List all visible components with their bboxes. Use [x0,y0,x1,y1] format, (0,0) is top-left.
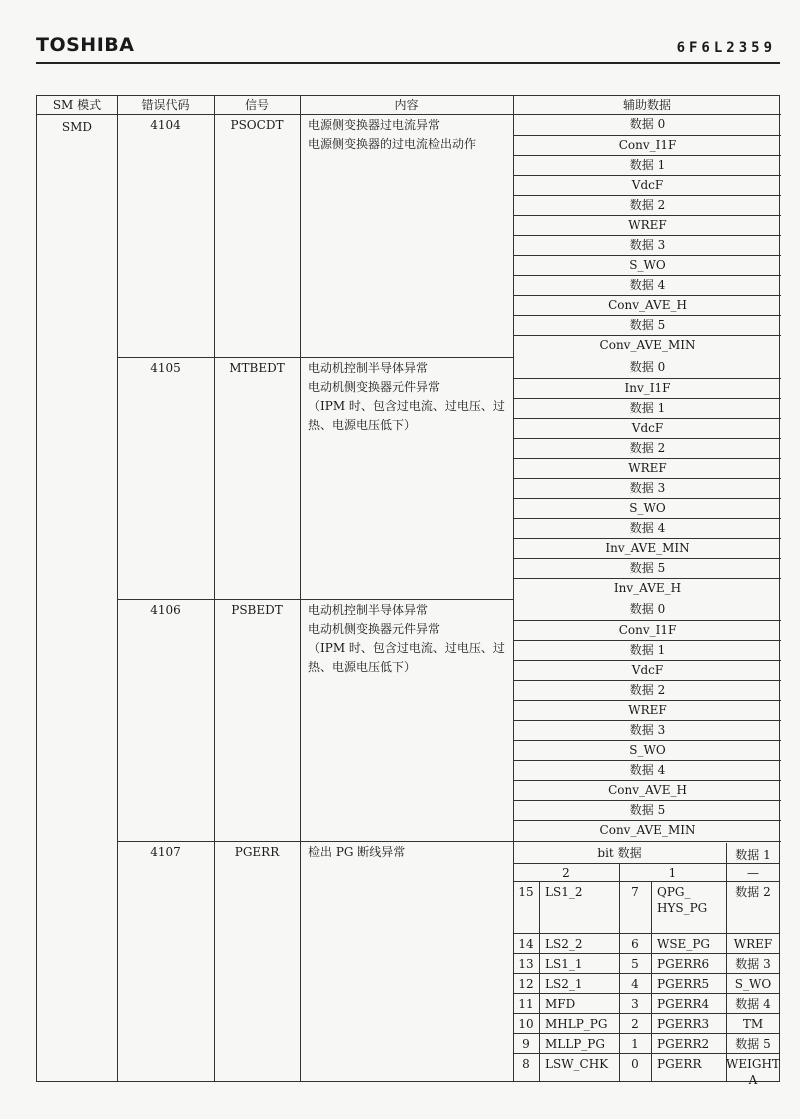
aux-item: S_WO [514,740,781,761]
aux-item: 数据 3 [514,235,781,256]
aux-item: 数据 1 [514,640,781,661]
bit-number: 11 [518,997,534,1011]
bit-signal: LSW_CHK [545,1057,609,1071]
aux-item: 数据 2 [735,885,771,899]
aux-item: 数据 5 [514,558,781,579]
aux-item: 数据 3 [735,957,771,971]
byte2-header: 2 [562,866,570,880]
aux-item: S_WO [734,977,772,991]
bit-number: 6 [631,937,639,951]
aux-item: 数据 2 [514,680,781,701]
aux-item: WREF [733,937,773,951]
column-header-signal: 信号 [244,98,269,112]
aux-item: 数据 5 [514,315,781,336]
aux-data-list [514,358,781,599]
column-divider [214,96,215,1081]
aux-item: 数据 3 [514,478,781,499]
aux-data-list [514,600,781,841]
header-divider [36,62,780,64]
column-header-content: 内容 [394,98,419,112]
row-divider [513,881,780,882]
aux-item: 数据 5 [735,1037,771,1051]
error-description: 电动机控制半导体异常 电动机侧变换器元件异常 （IPM 时、包含过电流、过电压、过热、电源电压低下） [308,361,505,432]
aux-item: 数据 4 [735,997,771,1011]
aux-item: VdcF [514,175,781,196]
bit-number: 5 [631,957,639,971]
error-code: 4106 [150,603,181,617]
aux-item: 数据 1 [514,398,781,419]
bit-number: 7 [631,885,639,899]
aux-item: WEIGHT A [726,1057,780,1087]
bit-signal: PGERR2 [657,1037,710,1051]
row-divider [513,863,780,864]
aux-item: 数据 2 [514,438,781,459]
page-header [36,34,780,64]
bit-number: 12 [518,977,534,991]
bit-number: 1 [631,1037,639,1051]
bit-signal: PGERR4 [657,997,710,1011]
bit-signal: LS2_1 [545,977,583,991]
signal-name: PSOCDT [230,118,284,132]
column-header-mode: SM 模式 [52,98,102,112]
bit-signal: WSE_PG [657,937,710,951]
aux-item: Inv_AVE_H [514,578,781,600]
error-code: 4105 [150,361,181,375]
error-description: 电动机控制半导体异常 电动机侧变换器元件异常 （IPM 时、包含过电流、过电压、过热、电源电压低下） [308,603,505,674]
bit-signal: PGERR [657,1057,702,1071]
aux-item: 数据 4 [514,275,781,296]
aux-item: WREF [514,458,781,479]
bit-signal: LS2_2 [545,937,583,951]
row-divider [513,1013,780,1014]
aux-item: TM [742,1017,764,1031]
error-code: 4107 [150,845,181,859]
aux-item: Conv_I1F [514,135,781,156]
bit-number: 8 [522,1057,530,1071]
aux-item: S_WO [514,255,781,276]
dash-cell: — [747,866,759,880]
aux-item: 数据 5 [514,800,781,821]
aux-item: Inv_I1F [514,378,781,399]
error-description: 检出 PG 断线异常 [308,845,406,859]
row-divider [513,933,780,934]
aux-item: VdcF [514,660,781,681]
bit-signal: LS1_1 [545,957,583,971]
aux-item: Conv_AVE_H [514,780,781,801]
row-divider [513,993,780,994]
byte1-header: 1 [668,866,677,880]
aux-item: 数据 0 [629,602,666,616]
aux-item: VdcF [514,418,781,439]
aux-item: Conv_AVE_MIN [514,820,781,842]
column-divider [300,96,301,1081]
bit-number: 9 [522,1037,530,1051]
column-divider [539,881,540,1082]
bit-signal: MFD [545,997,576,1011]
bit-number: 4 [631,977,639,991]
row-divider [513,973,780,974]
bit-number: 10 [518,1017,534,1031]
aux-item: 数据 4 [514,760,781,781]
aux-item: Conv_AVE_H [514,295,781,316]
bit-signal: PGERR3 [657,1017,710,1031]
aux-item: 数据 3 [514,720,781,741]
row-divider [513,953,780,954]
bit-signal: MLLP_PG [545,1037,605,1051]
aux-item: 数据 2 [514,195,781,216]
row-divider [117,357,513,358]
bit-number: 0 [631,1057,639,1071]
aux-item: S_WO [514,498,781,519]
bit-number: 2 [631,1017,639,1031]
bit-number: 15 [518,885,534,899]
row-divider [117,599,513,600]
aux-item: 数据 1 [514,155,781,176]
column-header-code: 错误代码 [141,98,190,112]
bit-signal: MHLP_PG [545,1017,608,1031]
aux-item: WREF [514,700,781,721]
row-divider [513,1033,780,1034]
aux-item: 数据 0 [629,360,666,374]
bit-signal: QPG_ HYS_PG [657,885,708,915]
error-code: 4104 [150,118,181,132]
error-description: 电源侧变换器过电流异常 电源侧变换器的过电流检出动作 [308,118,477,151]
brand-logo: TOSHIBA [36,34,135,56]
bit-signal: PGERR5 [657,977,710,991]
signal-name: MTBEDT [229,361,285,375]
aux-item: 数据 4 [514,518,781,539]
bit-number: 3 [631,997,639,1011]
bit-signal: LS1_2 [545,885,583,899]
aux-item: Conv_I1F [514,620,781,641]
data1-label: 数据 1 [735,848,771,862]
sm-mode: SMD [61,120,93,134]
column-divider [117,96,118,1081]
signal-name: PGERR [234,845,280,859]
bit-number: 14 [518,937,534,951]
aux-item: Inv_AVE_MIN [514,538,781,559]
signal-name: PSBEDT [231,603,283,617]
row-divider [513,1053,780,1054]
bit-number: 13 [518,957,534,971]
aux-item: Conv_AVE_MIN [514,335,781,358]
column-divider [651,881,652,1082]
column-header-aux: 辅助数据 [622,98,671,112]
aux-data-list [514,115,781,357]
aux-item: WREF [514,215,781,236]
bit-data-title: bit 数据 [597,846,642,860]
bit-data-table [513,843,780,1087]
bit-signal: PGERR6 [657,957,710,971]
aux-item: 数据 0 [629,117,666,131]
document-number: 6F6L2359 [676,40,776,56]
